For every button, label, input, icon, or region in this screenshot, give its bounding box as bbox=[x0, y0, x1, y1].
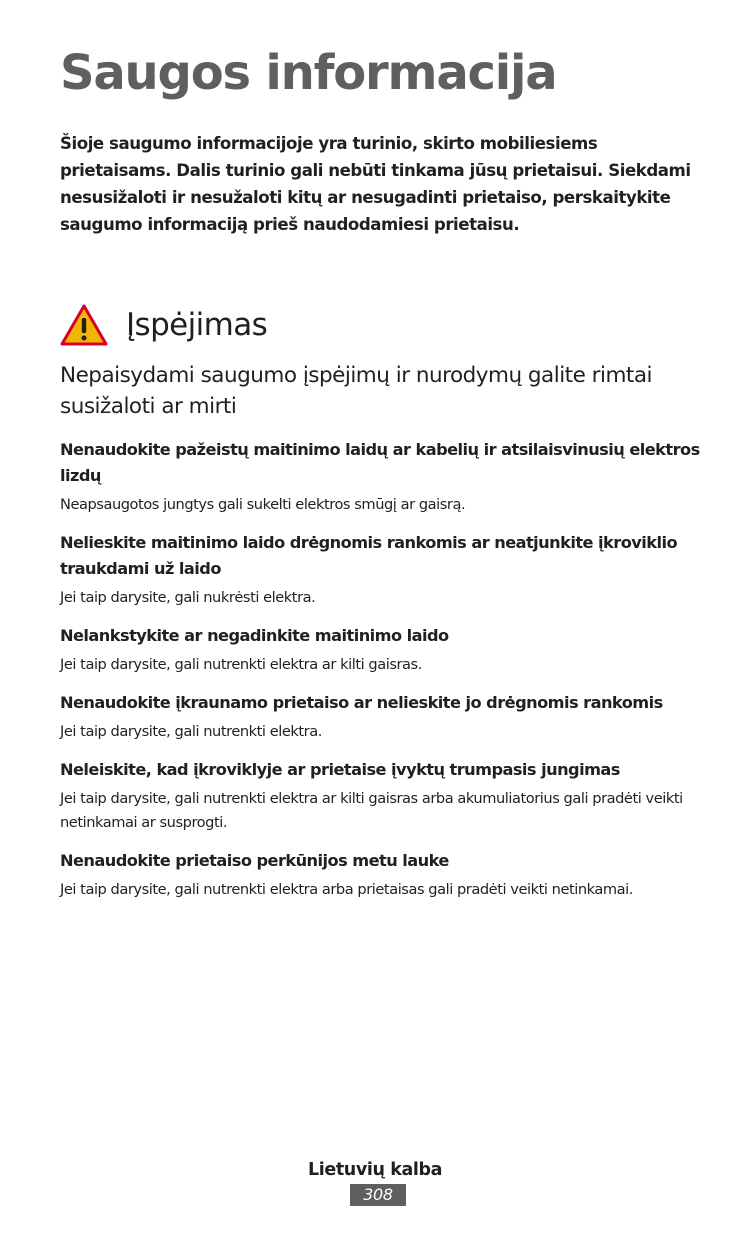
warning-item bbox=[60, 437, 700, 517]
warning-item-text: Jei taip darysite, gali nutrenkti elektra ar kilti gaisras arba akumuliatorius gali pradėti veikti netinkamai ar susprogti. bbox=[60, 790, 683, 831]
warning-triangle-icon bbox=[60, 304, 108, 346]
warning-item bbox=[60, 530, 700, 610]
warning-items-list bbox=[60, 437, 700, 915]
warning-item-heading: Nenaudokite įkraunamo prietaiso ar nelieskite jo drėgnomis rankomis bbox=[60, 693, 663, 712]
warning-item bbox=[60, 757, 700, 835]
page-title: Saugos informacija bbox=[60, 45, 557, 101]
footer-language: Lietuvių kalba bbox=[308, 1160, 442, 1180]
warning-item-heading: Nelieskite maitinimo laido drėgnomis rankomis ar neatjunkite įkroviklio traukdami už laido bbox=[60, 533, 678, 578]
warning-item-heading: Neleiskite, kad įkroviklyje ar prietaise įvyktų trumpasis jungimas bbox=[60, 760, 620, 779]
page-number-badge: 308 bbox=[350, 1184, 406, 1206]
warning-item-text: Neapsaugotos jungtys gali sukelti elektros smūgį ar gaisrą. bbox=[60, 496, 466, 513]
warning-heading: Įspėjimas bbox=[126, 307, 268, 343]
warning-item bbox=[60, 690, 700, 744]
warning-item-text: Jei taip darysite, gali nutrenkti elektra arba prietaisas gali pradėti veikti netinkamai. bbox=[60, 881, 633, 898]
warning-item bbox=[60, 623, 700, 677]
intro-paragraph: Šioje saugumo informacijoje yra turinio, skirto mobiliesiems prietaisams. Dalis turinio gali nebūti tinkama jūsų prietaisui. Siekdami nesusižaloti ir nesužaloti kitų ar nesugadinti prietaiso, perskaitykite saugumo informaciją prieš naudodamiesi prietaisu. bbox=[60, 134, 691, 234]
warning-item-text: Jei taip darysite, gali nutrenkti elektra. bbox=[60, 723, 322, 740]
warning-item-text: Jei taip darysite, gali nutrenkti elektra ar kilti gaisras. bbox=[60, 656, 422, 673]
warning-item-text: Jei taip darysite, gali nukrėsti elektra. bbox=[60, 589, 316, 606]
warning-item-heading: Nenaudokite pažeistų maitinimo laidų ar kabelių ir atsilaisvinusių elektros lizdų bbox=[60, 440, 700, 485]
warning-item-heading: Nelankstykite ar negadinkite maitinimo laido bbox=[60, 626, 449, 645]
warning-section-header bbox=[60, 300, 267, 350]
warning-item-heading: Nenaudokite prietaiso perkūnijos metu lauke bbox=[60, 851, 449, 870]
page-footer bbox=[0, 1160, 756, 1206]
warning-subheading: Nepaisydami saugumo įspėjimų ir nurodymų galite rimtai susižaloti ar mirti bbox=[60, 363, 653, 419]
warning-item bbox=[60, 848, 700, 902]
